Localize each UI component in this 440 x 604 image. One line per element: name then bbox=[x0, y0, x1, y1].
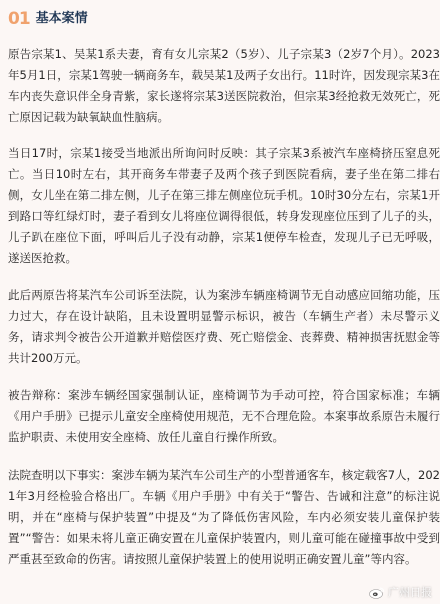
paragraph-defendant-argument: 被告辩称：案涉车辆经国家强制认证，座椅调节为手动可控，符合国家标准；车辆《用户手册》已提示儿童安全座椅使用规范，无不合理危险。本案事故系原告未履行监护职责、未使用安全座椅、放任儿童自行操作所致。 bbox=[8, 388, 440, 444]
paragraph-case-background: 原告宗某1、吴某1系夫妻，育有女儿宗某2（5岁）、儿子宗某3（2岁7个月）。2023年5月1日，宗某1驾驶一辆商务车，载吴某1及两子女出行。11时许，因发现宗某3在车内丧失意识伴全身青紫，家长遂将宗某3送医院救治，但宗某3经抢救无效死亡，死亡原因记载为缺氧缺血性脑病。 bbox=[8, 47, 440, 124]
source-watermark bbox=[369, 584, 432, 600]
article-body bbox=[8, 44, 440, 588]
paragraph-court-findings: 法院查明以下事实：案涉车辆为某汽车公司生产的小型普通客车，核定载客7人，2021年3月经检验合格出厂。车辆《用户手册》中有关于“警告、告诫和注意”的标注说明，并在“座椅与保护装置”中提及“为了降低伤害风险，车内必须安装儿童保护装置”“警告：如果未将儿童正确安置在儿童保护装置内，则儿童可能在碰撞事故中受到严重甚至致命的伤害。请按照儿童保护装置上的使用说明正确安置儿童”等内容。 bbox=[8, 468, 440, 566]
section-title: 基本案情 bbox=[35, 11, 88, 26]
weibo-icon bbox=[369, 586, 385, 599]
watermark-text: 广州日报 bbox=[388, 586, 432, 599]
paragraph-plaintiff-claim: 此后两原告将某汽车公司诉至法院，认为案涉车辆座椅调节无自动感应回缩功能，压力过大，存在设计缺陷，且未设置明显警示标识，被告（车辆生产者）未尽警示义务，请求判令被告公开道歉并赔偿医疗费、死亡赔偿金、丧葬费、精神损害抚慰金等共计200万元。 bbox=[8, 288, 440, 365]
paragraph-police-statement: 当日17时，宗某1接受当地派出所询问时反映：其子宗某3系被汽车座椅挤压窒息死亡。当日10时左右，其开商务车带妻子及两个孩子到医院看病，妻子坐在第二排右侧，女儿坐在第二排左侧，儿子在第三排左侧座位玩手机。10时30分左右，宗某1开到路口等红绿灯时，妻子看到女儿将座位调得很低，转身发现座位压到了儿子的头，儿子趴在座位下面，呼叫后儿子没有动静，宗某1便停车检查，发现儿子已无呼吸，遂送医抢救。 bbox=[8, 146, 440, 265]
section-header bbox=[8, 10, 88, 28]
section-number: 01 bbox=[8, 9, 30, 29]
